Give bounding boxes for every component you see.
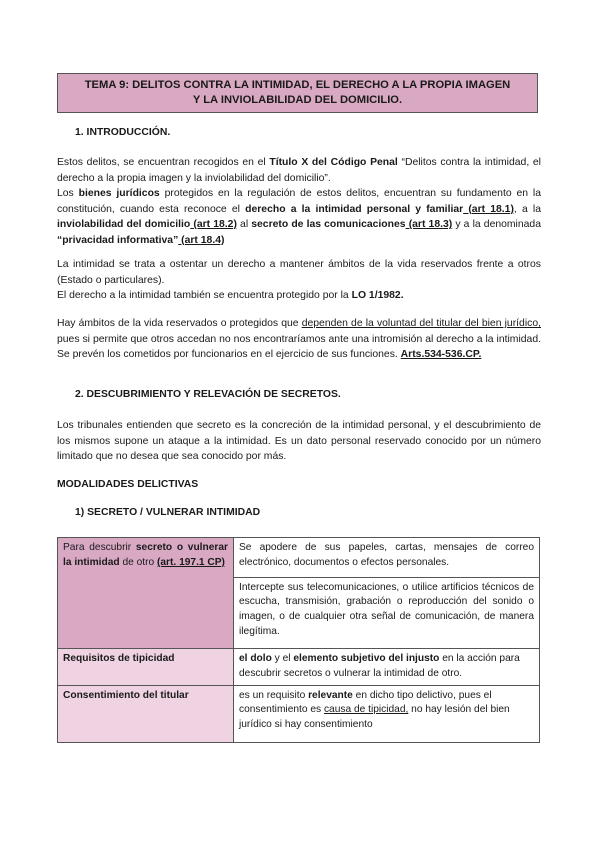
table-cell-consentimiento-value: es un requisito relevante en dicho tipo delictivo, pues el consentimiento es causa de tipicidad, no hay lesión del bien jurídico si hay consentimiento <box>234 685 540 742</box>
table-cell-requisitos-label: Requisitos de tipicidad <box>58 649 234 686</box>
section-1-paragraph-2: La intimidad se trata a ostentar un derecho a mantener ámbitos de la vida reservados frente a otros (Estado o particulares). El derecho a la intimidad también se encuentra protegido por la LO 1/1982. <box>57 259 541 301</box>
table-cell-conduct-option-2: Intercepte sus telecomunicaciones, o utilice artificios técnicos de escucha, transmisión, grabación o reproducción del sonido o imagen, o de cualquier otra señal de comunicación, de manera ilegítima. <box>234 577 540 648</box>
modalidad-table <box>57 537 540 743</box>
modalidad-1-heading: 1) SECRETO / VULNERAR INTIMIDAD <box>75 507 261 518</box>
table-cell-requisitos-value: el dolo y el elemento subjetivo del injusto en la acción para descubrir secretos o vulnerar la intimidad de otro. <box>234 649 540 686</box>
title-line-1: TEMA 9: DELITOS CONTRA LA INTIMIDAD, EL DERECHO A LA PROPIA IMAGEN <box>84 79 511 91</box>
table-row <box>58 685 540 742</box>
section-1-paragraph-3: Hay ámbitos de la vida reservados o protegidos que dependen de la voluntad del titular del bien jurídico, pues si permite que otros accedan no nos encontraríamos ante una intromisión al derecho a la intimidad. Se prevén los cometidos por funcionarios en el ejercicio de sus funciones. Arts.534-536.CP. <box>57 318 541 360</box>
section-2-paragraph: Los tribunales entienden que secreto es la concreción de la intimidad personal, y el descubrimiento de los mismos supone un ataque a la intimidad. Es un dato personal reservado conocido por un número limitado que no desea que sea conocido por más. <box>57 420 541 462</box>
table-row <box>58 538 540 578</box>
modalidades-heading: MODALIDADES DELICTIVAS <box>57 479 199 490</box>
table-cell-conduct: Para descubrir secreto o vulnerar la intimidad de otro (art. 197.1 CP) <box>58 538 234 649</box>
document-title <box>57 73 538 113</box>
table-cell-conduct-option-1: Se apodere de sus papeles, cartas, mensajes de correo electrónico, documentos o efectos personales. <box>234 538 540 578</box>
table-row <box>58 649 540 686</box>
section-2-heading: 2. DESCUBRIMIENTO Y RELEVACIÓN DE SECRETOS. <box>75 389 341 400</box>
section-1-heading: 1. INTRODUCCIÓN. <box>75 127 171 138</box>
section-1-paragraph-1: Estos delitos, se encuentran recogidos en el Título X del Código Penal “Delitos contra la intimidad, el derecho a la propia imagen y la inviolabilidad del domicilio”. Los bienes jurídicos protegidos en la regulación de estos delitos, encuentran su fundamento en la constitución, cuando esta reconoce el derecho a la intimidad personal y familiar (art 18.1), a la inviolabilidad del domicilio (art 18.2) al secreto de las comunicaciones (art 18.3) y a la denominada “privacidad informativa” (art 18.4) <box>57 157 542 246</box>
table-cell-consentimiento-label: Consentimiento del titular <box>58 685 234 742</box>
title-line-2: Y LA INVIOLABILIDAD DEL DOMICILIO. <box>192 94 403 106</box>
